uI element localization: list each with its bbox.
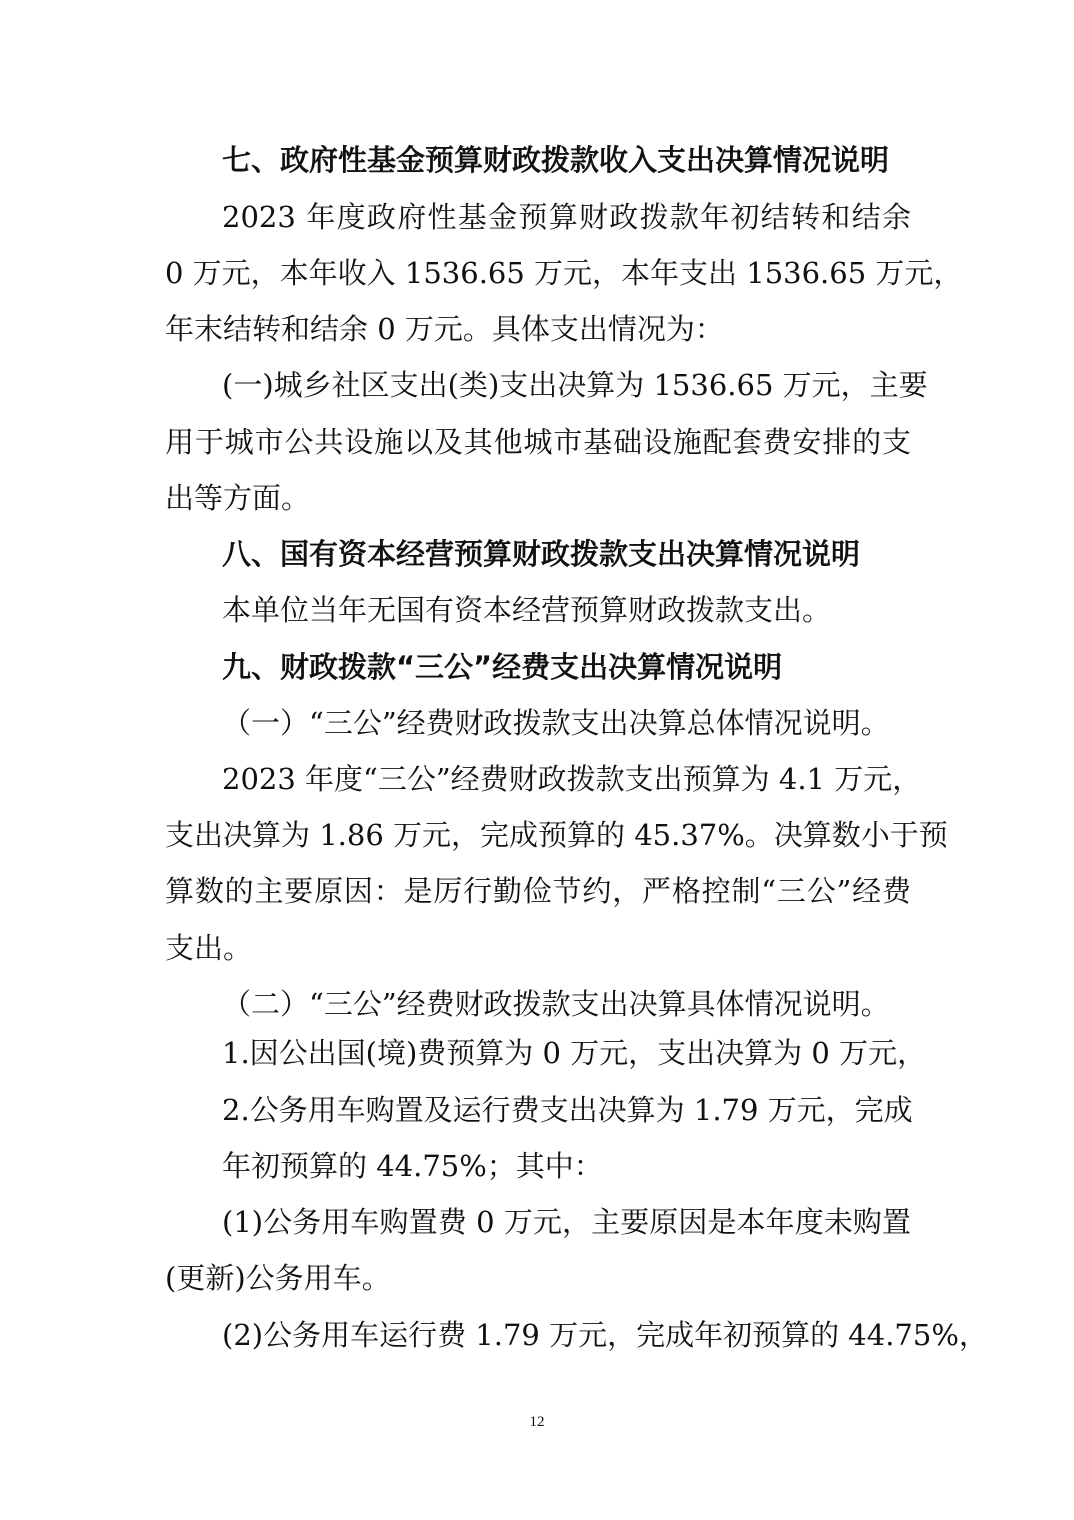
paragraph-line: 出等方面。 bbox=[165, 481, 311, 515]
paragraph-line: 算数的主要原因：是厉行勤俭节约，严格控制“三公”经费 bbox=[165, 874, 911, 908]
list-item: 1.因公出国(境)费预算为 0 万元，支出决算为 0 万元， bbox=[222, 1036, 927, 1070]
paragraph-line: 支出。 bbox=[165, 931, 253, 965]
paragraph-line: 年末结转和结余 0 万元。具体支出情况为： bbox=[165, 312, 724, 346]
subheading: （一）“三公”经费财政拨款支出决算总体情况说明。 bbox=[222, 706, 890, 740]
list-item: (2)公务用车运行费 1.79 万元，完成年初预算的 44.75%， bbox=[222, 1318, 988, 1352]
paragraph-line: 0 万元，本年收入 1536.65 万元，本年支出 1536.65 万元， bbox=[165, 256, 963, 290]
page-number: 12 bbox=[529, 1414, 545, 1430]
list-item: (1)公务用车购置费 0 万元，主要原因是本年度未购置 bbox=[222, 1205, 911, 1239]
list-item: (更新)公务用车。 bbox=[165, 1261, 391, 1295]
paragraph-line: (一)城乡社区支出(类)支出决算为 1536.65 万元，主要 bbox=[222, 368, 928, 402]
paragraph-line: 用于城市公共设施以及其他城市基础设施配套费安排的支 bbox=[165, 425, 911, 459]
section-heading-8: 八、国有资本经营预算财政拨款支出决算情况说明 bbox=[222, 537, 861, 571]
paragraph-line: 2023 年度政府性基金预算财政拨款年初结转和结余 bbox=[222, 200, 911, 234]
paragraph-line: 支出决算为 1.86 万元，完成预算的 45.37%。决算数小于预 bbox=[165, 818, 948, 852]
section-heading-9: 九、财政拨款“三公”经费支出决算情况说明 bbox=[222, 650, 783, 684]
paragraph-line: 2023 年度“三公”经费财政拨款支出预算为 4.1 万元， bbox=[222, 762, 922, 796]
subheading: （二）“三公”经费财政拨款支出决算具体情况说明。 bbox=[222, 987, 890, 1021]
list-item: 年初预算的 44.75%；其中： bbox=[222, 1149, 603, 1183]
paragraph-line: 本单位当年无国有资本经营预算财政拨款支出。 bbox=[222, 593, 832, 627]
list-item: 2.公务用车购置及运行费支出决算为 1.79 万元，完成 bbox=[222, 1093, 913, 1127]
section-heading-7: 七、政府性基金预算财政拨款收入支出决算情况说明 bbox=[222, 143, 890, 177]
